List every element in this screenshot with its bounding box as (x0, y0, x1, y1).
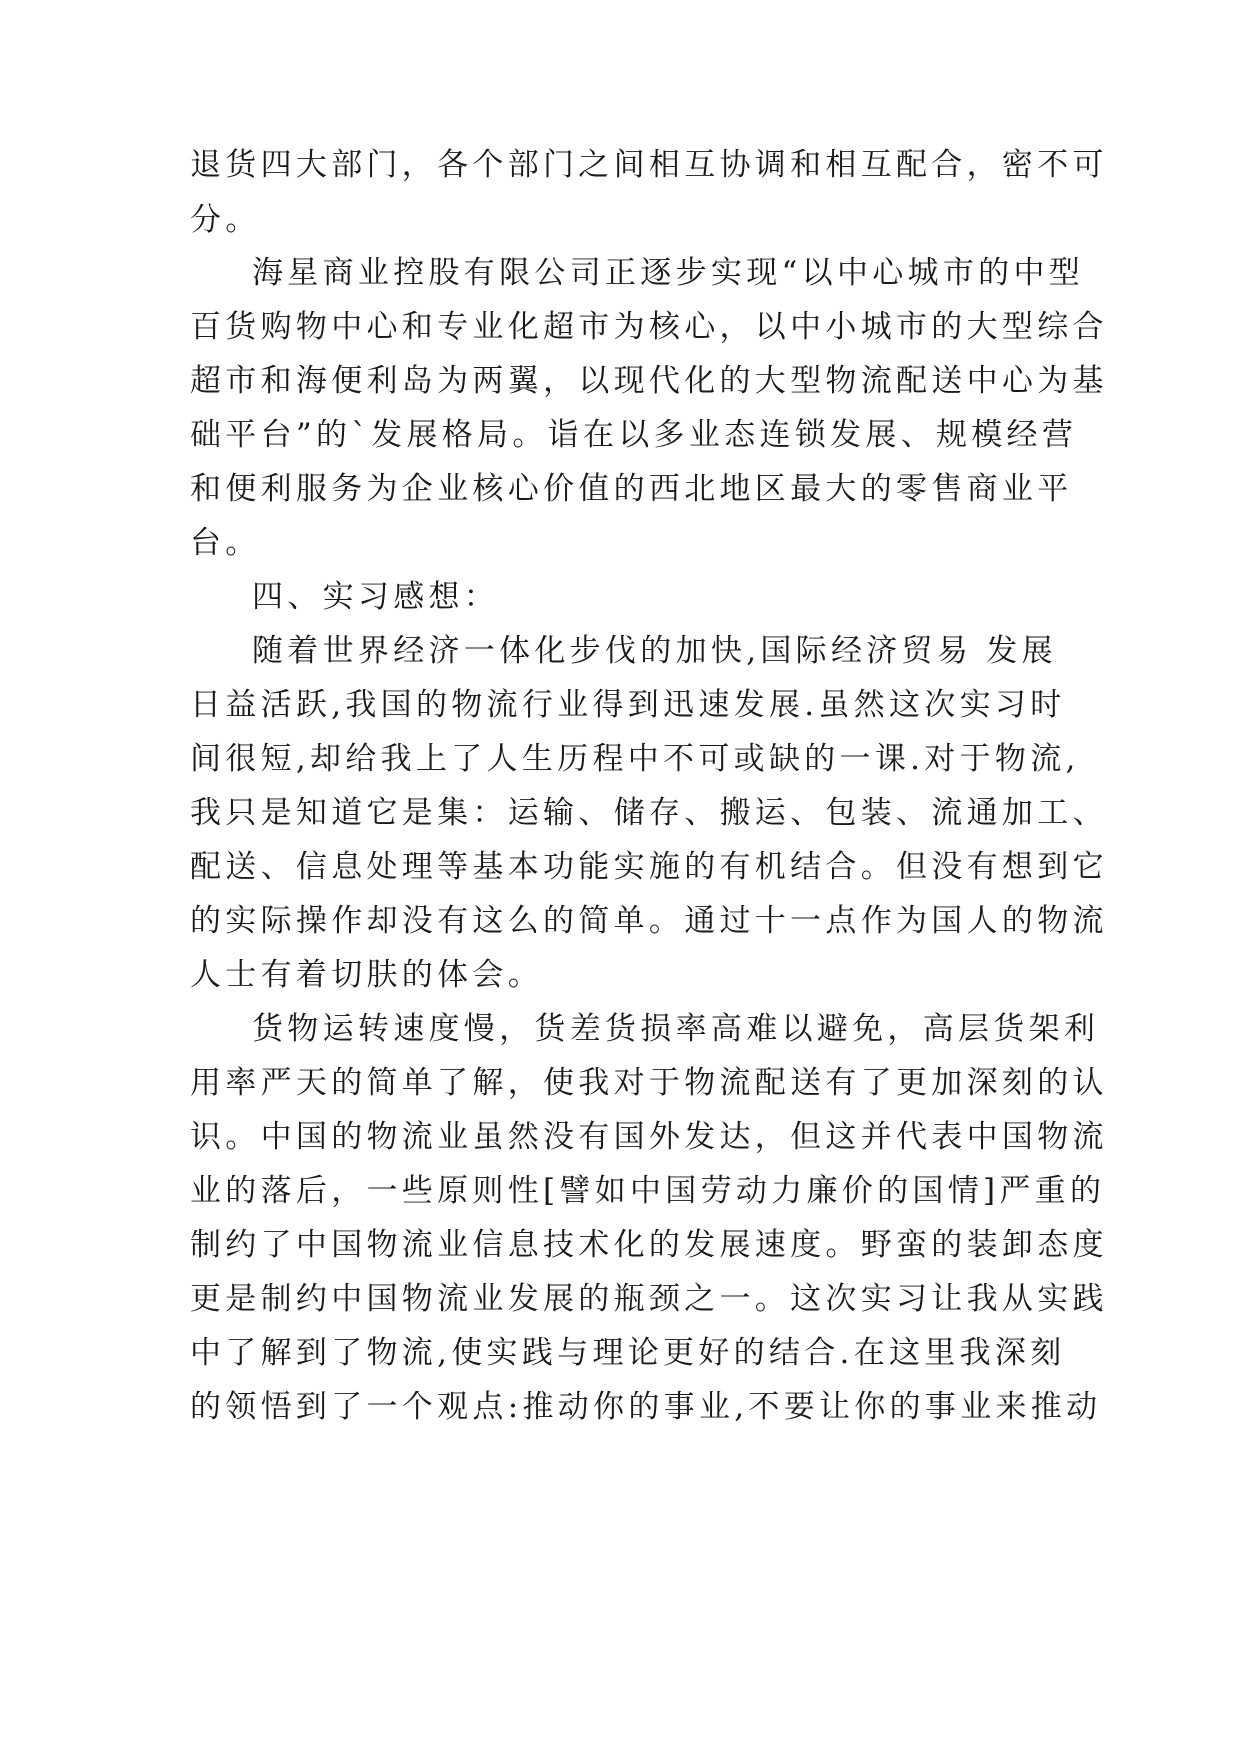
text-line: 日益活跃,我国的物流行业得到迅速发展.虽然这次实习时 (190, 687, 1066, 723)
text-line: 百货购物中心和专业化超市为核心，以中小城市的大型综合 (190, 309, 1108, 345)
text-line: 和便利服务为企业核心价值的西北地区最大的零售商业平 (190, 471, 1073, 507)
text-line: 的领悟到了一个观点:推动你的事业,不要让你的事业来推动 (190, 1389, 1102, 1425)
text-line: 业的落后，一些原则性[譬如中国劳动力廉价的国情]严重的 (190, 1173, 1106, 1209)
paragraph-first-line: 随着世界经济一体化步伐的加快,国际经济贸易 发展 (252, 633, 1057, 669)
text-line: 人士有着切肤的体会。 (190, 957, 543, 993)
text-line: 我只是知道它是集：运输、储存、搬运、包装、流通加工、 (190, 795, 1108, 831)
text-line: 础平台”的`发展格局。诣在以多业态连锁发展、规模经营 (190, 417, 1078, 453)
text-line: 识。中国的物流业虽然没有国外发达，但这并代表中国物流 (190, 1119, 1108, 1155)
text-line: 分。 (190, 202, 261, 238)
text-line: 的实际操作却没有这么的简单。通过十一点作为国人的物流 (190, 903, 1108, 939)
text-line: 台。 (190, 525, 261, 561)
paragraph-first-line: 货物运转速度慢，货差货损率高难以避免，高层货架利 (252, 1011, 1100, 1047)
section-heading: 四、实习感想： (252, 579, 500, 615)
text-line: 配送、信息处理等基本功能实施的有机结合。但没有想到它 (190, 849, 1108, 885)
text-line: 退货四大部门，各个部门之间相互协调和相互配合，密不可 (190, 147, 1108, 183)
paragraph-first-line: 海星商业控股有限公司正逐步实现“以中心城市的中型 (252, 255, 1085, 291)
text-line: 更是制约中国物流业发展的瓶颈之一。这次实习让我从实践 (190, 1281, 1108, 1317)
text-line: 间很短,却给我上了人生历程中不可或缺的一课.对于物流, (190, 741, 1080, 777)
text-line: 超市和海便利岛为两翼，以现代化的大型物流配送中心为基 (190, 363, 1108, 399)
text-line: 制约了中国物流业信息技术化的发展速度。野蛮的装卸态度 (190, 1227, 1108, 1263)
text-line: 中了解到了物流,使实践与理论更好的结合.在这里我深刻 (190, 1335, 1066, 1371)
text-line: 用率严天的简单了解，使我对于物流配送有了更加深刻的认 (190, 1065, 1108, 1101)
